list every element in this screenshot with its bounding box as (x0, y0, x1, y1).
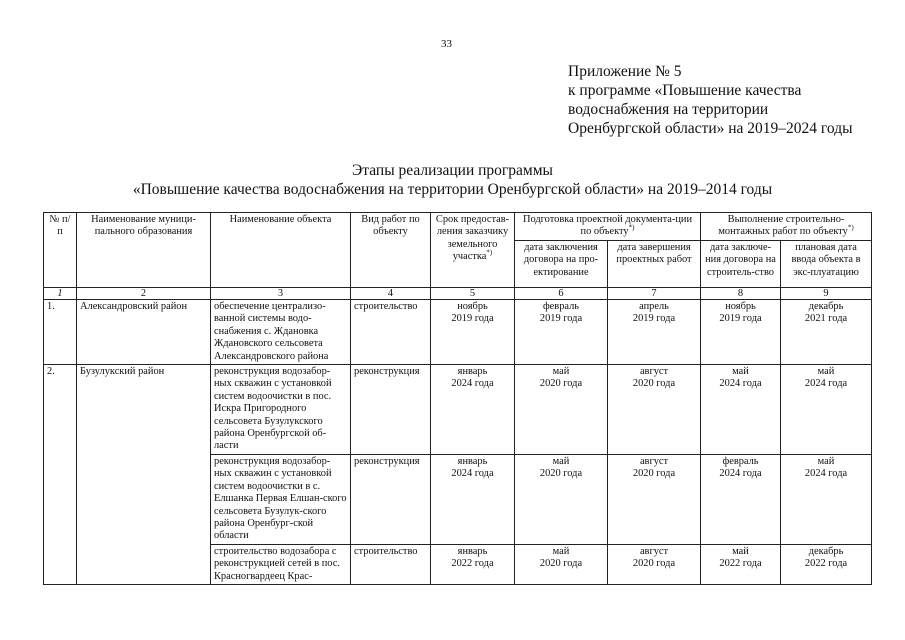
appendix-line: Оренбургской области» на 2019–2024 годы (568, 120, 853, 137)
footnote-mark: *) (628, 223, 635, 232)
cell-year: 2024 года (719, 468, 762, 480)
header-design-complete: дата завершения проектных работ (608, 240, 701, 287)
appendix-line: Приложение № 5 (568, 63, 682, 80)
cell-month: январь (457, 455, 488, 467)
footnote-mark: *) (847, 223, 854, 232)
cell-construction-contract (701, 454, 781, 544)
cell-month: август (639, 455, 669, 467)
cell-design-complete (608, 454, 701, 544)
cell-design-contract (515, 300, 608, 365)
header-construction-group-text: Выполнение строительно-монтажных работ по объекту (718, 214, 848, 238)
cell-year: 2024 года (451, 468, 494, 480)
cell-year: 2022 года (451, 558, 494, 570)
table-row (44, 365, 872, 455)
appendix-line: к программе «Повышение качества (568, 82, 802, 99)
cell-month: февраль (542, 301, 580, 312)
cell-year: 2020 года (539, 558, 583, 570)
cell-design-contract (515, 454, 608, 544)
column-number: 8 (701, 288, 781, 300)
header-work-type: Вид работ по объекту (351, 213, 431, 288)
cell-year: 2019 года (632, 313, 676, 325)
cell-year: 2019 года (719, 313, 762, 325)
column-number: 3 (211, 288, 351, 300)
cell-num: 1. (44, 300, 77, 365)
appendix-heading (568, 62, 853, 138)
header-object: Наименование объекта (211, 213, 351, 288)
cell-work-type: реконструкция (351, 454, 431, 544)
cell-year: 2024 года (719, 378, 762, 390)
cell-design-contract (515, 365, 608, 455)
column-number: 4 (351, 288, 431, 300)
cell-month: апрель (639, 301, 669, 312)
cell-month: февраль (722, 455, 759, 467)
cell-design-complete (608, 300, 701, 365)
cell-design-complete (608, 365, 701, 455)
cell-design-complete (608, 544, 701, 584)
cell-work-type: строительство (351, 544, 431, 584)
cell-year: 2024 года (451, 378, 494, 390)
column-number: 7 (608, 288, 701, 300)
cell-year: 2022 года (719, 558, 762, 570)
cell-construction-contract (701, 300, 781, 365)
cell-month: май (552, 366, 570, 378)
header-commissioning: плановая дата ввода объекта в экс-плуатацию (781, 240, 872, 287)
cell-month: ноябрь (457, 301, 488, 312)
cell-commissioning (781, 300, 872, 365)
cell-month: январь (457, 545, 488, 557)
header-design-group-text: Подготовка проектной документа-ции по объекту (522, 214, 693, 238)
cell-month: ноябрь (725, 301, 756, 312)
header-design-group (515, 213, 701, 241)
cell-month: декабрь (808, 545, 844, 557)
cell-month: май (552, 455, 570, 467)
program-stages-table (43, 212, 872, 585)
appendix-line: водоснабжения на территории (568, 101, 769, 118)
cell-year: 2021 года (804, 313, 848, 325)
column-number-row (44, 288, 872, 300)
header-row-1 (44, 213, 872, 241)
column-number: 6 (515, 288, 608, 300)
cell-year: 2022 года (804, 558, 848, 570)
cell-municipality: Бузулукский район (77, 365, 211, 585)
cell-object: строительство водозабора с реконструкцией сетей в пос. Красногвардеец Крас- (211, 544, 351, 584)
cell-land-term (431, 300, 515, 365)
cell-year: 2020 года (539, 468, 583, 480)
cell-year: 2020 года (632, 378, 676, 390)
cell-design-contract (515, 544, 608, 584)
cell-year: 2024 года (804, 378, 848, 390)
column-number: 2 (77, 288, 211, 300)
cell-year: 2024 года (804, 468, 848, 480)
cell-year: 2020 года (539, 378, 583, 390)
header-construction-group (701, 213, 872, 241)
column-number: 9 (781, 288, 872, 300)
cell-month: май (552, 545, 570, 557)
header-num: № п/п (44, 213, 77, 288)
cell-work-type: строительство (351, 300, 431, 365)
cell-year: 2019 года (451, 313, 494, 325)
cell-year: 2019 года (539, 313, 583, 325)
cell-month: август (639, 545, 669, 557)
cell-month: май (817, 455, 835, 467)
column-number: 5 (431, 288, 515, 300)
cell-num: 2. (44, 365, 77, 585)
cell-construction-contract (701, 365, 781, 455)
cell-year: 2020 года (632, 468, 676, 480)
cell-year: 2020 года (632, 558, 676, 570)
header-municipality: Наименование муници-пального образования (77, 213, 211, 288)
cell-object: обеспечение централизо-ванной системы водо-снабжения с. Ждановка Ждановского сельсовета Александровского района (211, 300, 351, 365)
document-title (0, 161, 905, 199)
cell-month: май (732, 366, 749, 378)
cell-object: реконструкция водозабор-ных скважин с установкой систем водоочистки в пос. Искра Пригородного сельсовета Бузулукского района Оренбургской об-ласти (211, 365, 351, 455)
header-land-term (431, 213, 515, 288)
footnote-mark: *) (486, 248, 493, 257)
title-line-1: Этапы реализации программы (352, 162, 553, 179)
table-row (44, 300, 872, 365)
cell-construction-contract (701, 544, 781, 584)
cell-land-term (431, 454, 515, 544)
cell-month: декабрь (808, 301, 844, 312)
cell-land-term (431, 544, 515, 584)
cell-work-type: реконструкция (351, 365, 431, 455)
cell-month: май (732, 545, 749, 557)
column-number: 1 (44, 288, 77, 300)
page-number: 33 (441, 38, 452, 50)
title-line-2: «Повышение качества водоснабжения на территории Оренбургской области» на 2019–2014 годы (132, 181, 773, 198)
cell-object: реконструкция водозабор-ных скважин с установкой систем водоочистки в с. Елшанка Первая Елшан-ского сельсовета Бузулук-ского района Оренбург-ской области (211, 454, 351, 544)
header-land-term-text: Срок предостав-ления заказчику земельного участка (435, 214, 510, 263)
cell-month: январь (457, 366, 488, 378)
cell-commissioning (781, 365, 872, 455)
cell-municipality: Александровский район (77, 300, 211, 365)
cell-commissioning (781, 454, 872, 544)
cell-land-term (431, 365, 515, 455)
header-design-contract: дата заключения договора на про-ектирование (515, 240, 608, 287)
cell-commissioning (781, 544, 872, 584)
header-construction-contract: дата заключе-ния договора на строитель-ство (701, 240, 781, 287)
cell-month: август (639, 366, 669, 378)
cell-month: май (817, 366, 835, 378)
